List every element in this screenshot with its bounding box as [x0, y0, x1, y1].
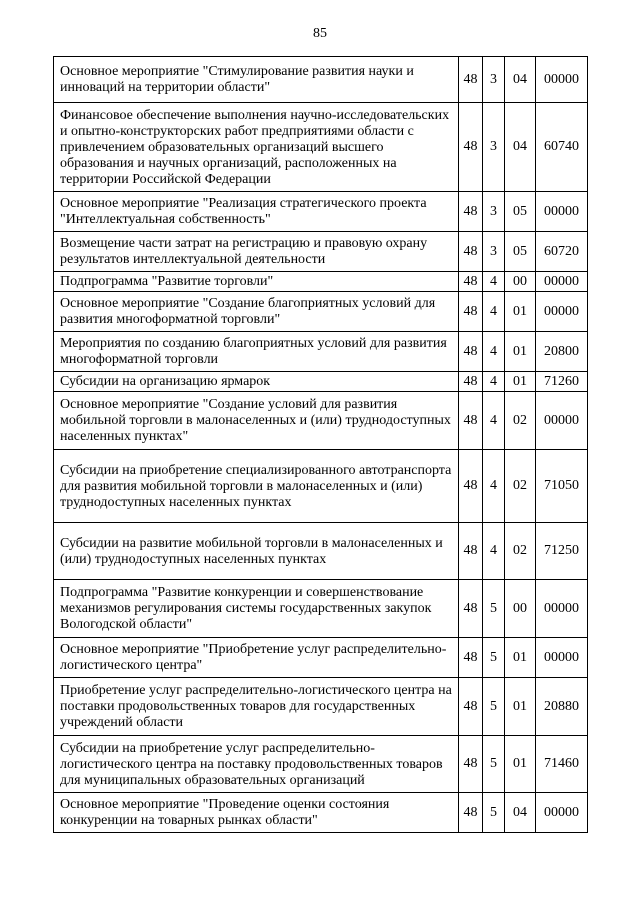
row-name-cell: Основное мероприятие "Создание благоприятных условий для развития многоформатной торговли": [54, 292, 459, 332]
row-code-3-cell: 04: [505, 103, 536, 192]
row-code-3-cell: 01: [505, 332, 536, 372]
row-name-cell: Подпрограмма "Развитие торговли": [54, 272, 459, 292]
row-name-cell: Субсидии на приобретение услуг распределительно-логистического центра на поставку продовольственных товаров для муниципальных образовательных организаций: [54, 736, 459, 793]
row-code-2-cell: 4: [483, 272, 505, 292]
row-code-3-cell: 02: [505, 523, 536, 580]
row-code-3-cell: 00: [505, 272, 536, 292]
row-code-4-cell: 60740: [536, 103, 588, 192]
table-row: [54, 580, 588, 638]
row-code-1-cell: 48: [459, 332, 483, 372]
row-code-2-cell: 5: [483, 793, 505, 833]
row-code-4-cell: 00000: [536, 580, 588, 638]
row-code-3-cell: 01: [505, 736, 536, 793]
row-code-4-cell: 00000: [536, 192, 588, 232]
row-code-4-cell: 71460: [536, 736, 588, 793]
table-row: [54, 678, 588, 736]
row-code-1-cell: 48: [459, 736, 483, 793]
row-code-4-cell: 71050: [536, 450, 588, 523]
row-code-4-cell: 71250: [536, 523, 588, 580]
table-row: [54, 372, 588, 392]
row-name-cell: Основное мероприятие "Проведение оценки состояния конкуренции на товарных рынках области": [54, 793, 459, 833]
row-code-3-cell: 00: [505, 580, 536, 638]
row-code-1-cell: 48: [459, 57, 483, 103]
row-code-4-cell: 20880: [536, 678, 588, 736]
budget-table: [53, 56, 588, 833]
row-code-3-cell: 04: [505, 793, 536, 833]
row-code-3-cell: 02: [505, 450, 536, 523]
row-code-2-cell: 4: [483, 372, 505, 392]
row-code-4-cell: 00000: [536, 392, 588, 450]
row-code-2-cell: 4: [483, 450, 505, 523]
row-code-1-cell: 48: [459, 523, 483, 580]
table-row: [54, 523, 588, 580]
table-row: [54, 793, 588, 833]
table-row: [54, 450, 588, 523]
row-code-4-cell: 00000: [536, 272, 588, 292]
row-name-cell: Основное мероприятие "Приобретение услуг распределительно-логистического центра": [54, 638, 459, 678]
row-code-2-cell: 4: [483, 332, 505, 372]
row-code-1-cell: 48: [459, 192, 483, 232]
table-row: [54, 638, 588, 678]
row-code-3-cell: 02: [505, 392, 536, 450]
row-name-cell: Субсидии на развитие мобильной торговли в малонаселенных и (или) труднодоступных населенных пунктах: [54, 523, 459, 580]
row-name-cell: Субсидии на организацию ярмарок: [54, 372, 459, 392]
table-row: [54, 232, 588, 272]
row-code-4-cell: 71260: [536, 372, 588, 392]
row-name-cell: Финансовое обеспечение выполнения научно-исследовательских и опытно-конструкторских работ предприятиями области с привлечением образовательных организаций высшего образования и научных организаций, расположенных на территории Российской Федерации: [54, 103, 459, 192]
table-row: [54, 192, 588, 232]
row-name-cell: Приобретение услуг распределительно-логистического центра на поставки продовольственных товаров для государственных учреждений области: [54, 678, 459, 736]
row-code-3-cell: 04: [505, 57, 536, 103]
row-code-1-cell: 48: [459, 638, 483, 678]
row-code-1-cell: 48: [459, 372, 483, 392]
table-row: [54, 103, 588, 192]
row-code-4-cell: 00000: [536, 638, 588, 678]
row-code-3-cell: 01: [505, 292, 536, 332]
table-row: [54, 272, 588, 292]
row-code-3-cell: 01: [505, 678, 536, 736]
row-name-cell: Основное мероприятие "Создание условий для развития мобильной торговли в малонаселенных и (или) труднодоступных населенных пунктах": [54, 392, 459, 450]
row-code-4-cell: 20800: [536, 332, 588, 372]
row-code-2-cell: 3: [483, 57, 505, 103]
row-name-cell: Субсидии на приобретение специализированного автотранспорта для развития мобильной торговли в малонаселенных и (или) труднодоступных населенных пунктах: [54, 450, 459, 523]
row-code-1-cell: 48: [459, 292, 483, 332]
row-code-3-cell: 05: [505, 192, 536, 232]
row-code-3-cell: 01: [505, 372, 536, 392]
row-code-1-cell: 48: [459, 103, 483, 192]
row-name-cell: Основное мероприятие "Стимулирование развития науки и инноваций на территории области": [54, 57, 459, 103]
row-name-cell: Возмещение части затрат на регистрацию и правовую охрану результатов интеллектуальной деятельности: [54, 232, 459, 272]
row-name-cell: Основное мероприятие "Реализация стратегического проекта "Интеллектуальная собственность": [54, 192, 459, 232]
table-row: [54, 736, 588, 793]
row-code-2-cell: 5: [483, 638, 505, 678]
page-number: 85: [313, 26, 327, 41]
row-code-3-cell: 05: [505, 232, 536, 272]
row-code-1-cell: 48: [459, 580, 483, 638]
row-code-1-cell: 48: [459, 450, 483, 523]
row-code-4-cell: 00000: [536, 57, 588, 103]
row-code-2-cell: 5: [483, 580, 505, 638]
row-code-4-cell: 60720: [536, 232, 588, 272]
table-row: [54, 392, 588, 450]
row-code-2-cell: 3: [483, 232, 505, 272]
row-code-4-cell: 00000: [536, 793, 588, 833]
row-code-2-cell: 5: [483, 736, 505, 793]
row-code-2-cell: 4: [483, 292, 505, 332]
row-code-1-cell: 48: [459, 232, 483, 272]
table-row: [54, 332, 588, 372]
row-code-2-cell: 4: [483, 523, 505, 580]
table-body: [54, 57, 588, 833]
row-code-3-cell: 01: [505, 638, 536, 678]
row-code-4-cell: 00000: [536, 292, 588, 332]
row-code-1-cell: 48: [459, 793, 483, 833]
row-code-2-cell: 5: [483, 678, 505, 736]
row-code-2-cell: 4: [483, 392, 505, 450]
row-code-1-cell: 48: [459, 392, 483, 450]
row-name-cell: Мероприятия по созданию благоприятных условий для развития многоформатной торговли: [54, 332, 459, 372]
row-name-cell: Подпрограмма "Развитие конкуренции и совершенствование механизмов регулирования системы государственных закупок Вологодской области": [54, 580, 459, 638]
table-row: [54, 57, 588, 103]
row-code-2-cell: 3: [483, 103, 505, 192]
table-row: [54, 292, 588, 332]
row-code-2-cell: 3: [483, 192, 505, 232]
row-code-1-cell: 48: [459, 678, 483, 736]
row-code-1-cell: 48: [459, 272, 483, 292]
